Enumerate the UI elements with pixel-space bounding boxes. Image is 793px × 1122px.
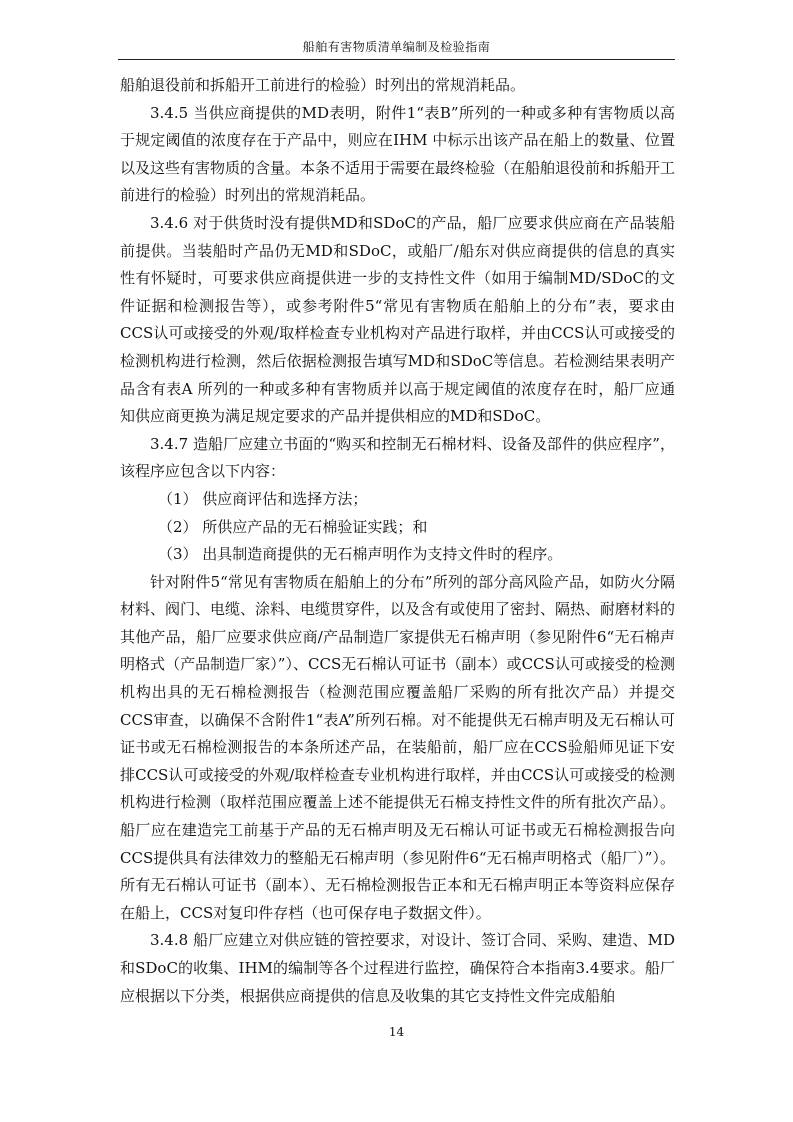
paragraph: 针对附件5“常见有害物质在船舶上的分布”所列的部分高风险产品，如防火分隔材料、阀门、电缆、涂料、电缆贯穿件，以及含有或使用了密封、隔热、耐磨材料的其他产品，船厂应要求供应商/产品制造厂家提供无石棉声明（参见附件6“无石棉声明格式（产品制造厂家）”）、CCS无石棉认可证书（副本）或CCS认可或接受的检测机构出具的无石棉检测报告（检测范围应覆盖船厂采购的所有批次产品）并提交CCS审查，以确保不含附件1“表A”所列石棉。对不能提供无石棉声明及无石棉认可证书或无石棉检测报告的本条所述产品，在装船前，船厂应在CCS验船师见证下安排CCS认可或接受的外观/取样检查专业机构进行取样，并由CCS认可或接受的检测机构进行检测（取样范围应覆盖上述不能提供无石棉支持性文件的所有批次产品）。船厂应在建造完工前基于产品的无石棉声明及无石棉认可证书或无石棉检测报告向CCS提供具有法律效力的整船无石棉声明（参见附件6“无石棉声明格式（船厂）”）。所有无石棉认可证书（副本）、无石棉检测报告正本和无石棉声明正本等资料应保存在船上，CCS对复印件存档（也可保存电子数据文件）。 xyxy=(120,572,676,922)
paragraph-3-4-5: 3.4.5 当供应商提供的MD表明，附件1“表B”所列的一种或多种有害物质以高于规定阈值的浓度存在于产品中，则应在IHM 中标示出该产品在船上的数量、位置以及这些有害物质的含量。本条不适用于需要在最终检验（在船舶退役前和拆船开工前进行的检验）时列出的常规消耗品。 xyxy=(120,103,676,205)
page-number: 14 xyxy=(388,1025,405,1039)
body-text xyxy=(120,72,675,1010)
paragraph: 船舶退役前和拆船开工前进行的检验）时列出的常规消耗品。 xyxy=(120,76,526,94)
paragraph-3-4-7: 3.4.7 造船厂应建立书面的“购买和控制无石棉材料、设备及部件的供应程序”，该程序应包含以下内容： xyxy=(120,434,675,481)
paragraph-3-4-8: 3.4.8 船厂应建立对供应链的管控要求，对设计、签订合同、采购、建造、MD和SDoC的收集、IHM的编制等各个过程进行监控，确保符合本指南3.4要求。船厂应根据以下分类，根据供应商提供的信息及收集的其它支持性文件完成船舶 xyxy=(120,931,675,1005)
paragraph-3-4-6: 3.4.6 对于供货时没有提供MD和SDoC的产品，船厂应要求供应商在产品装船前提供。当装船时产品仍无MD和SDoC，或船厂/船东对供应商提供的信息的真实性有怀疑时，可要求供应商提供进一步的支持性文件（如用于编制MD/SDoC的文件证据和检测报告等），或参考附件5“常见有害物质在船舶上的分布”表，要求由CCS认可或接受的外观/取样检查专业机构对产品进行取样，并由CCS认可或接受的检测机构进行检测，然后依据检测报告填写MD和SDoC等信息。若检测结果表明产品含有表A 所列的一种或多种有害物质并以高于规定阈值的浓度存在时，船厂应通知供应商更换为满足规定要求的产品并提供相应的MD和SDoC。 xyxy=(120,213,675,426)
list-item: （1） 供应商评估和选择方法； xyxy=(158,489,368,508)
running-header: 船舶有害物质清单编制及检验指南 xyxy=(118,38,675,60)
list-item: （3） 出具制造商提供的无石棉声明作为支持文件时的程序。 xyxy=(158,545,563,564)
list-item: （2） 所供应产品的无石棉验证实践；和 xyxy=(158,517,428,536)
